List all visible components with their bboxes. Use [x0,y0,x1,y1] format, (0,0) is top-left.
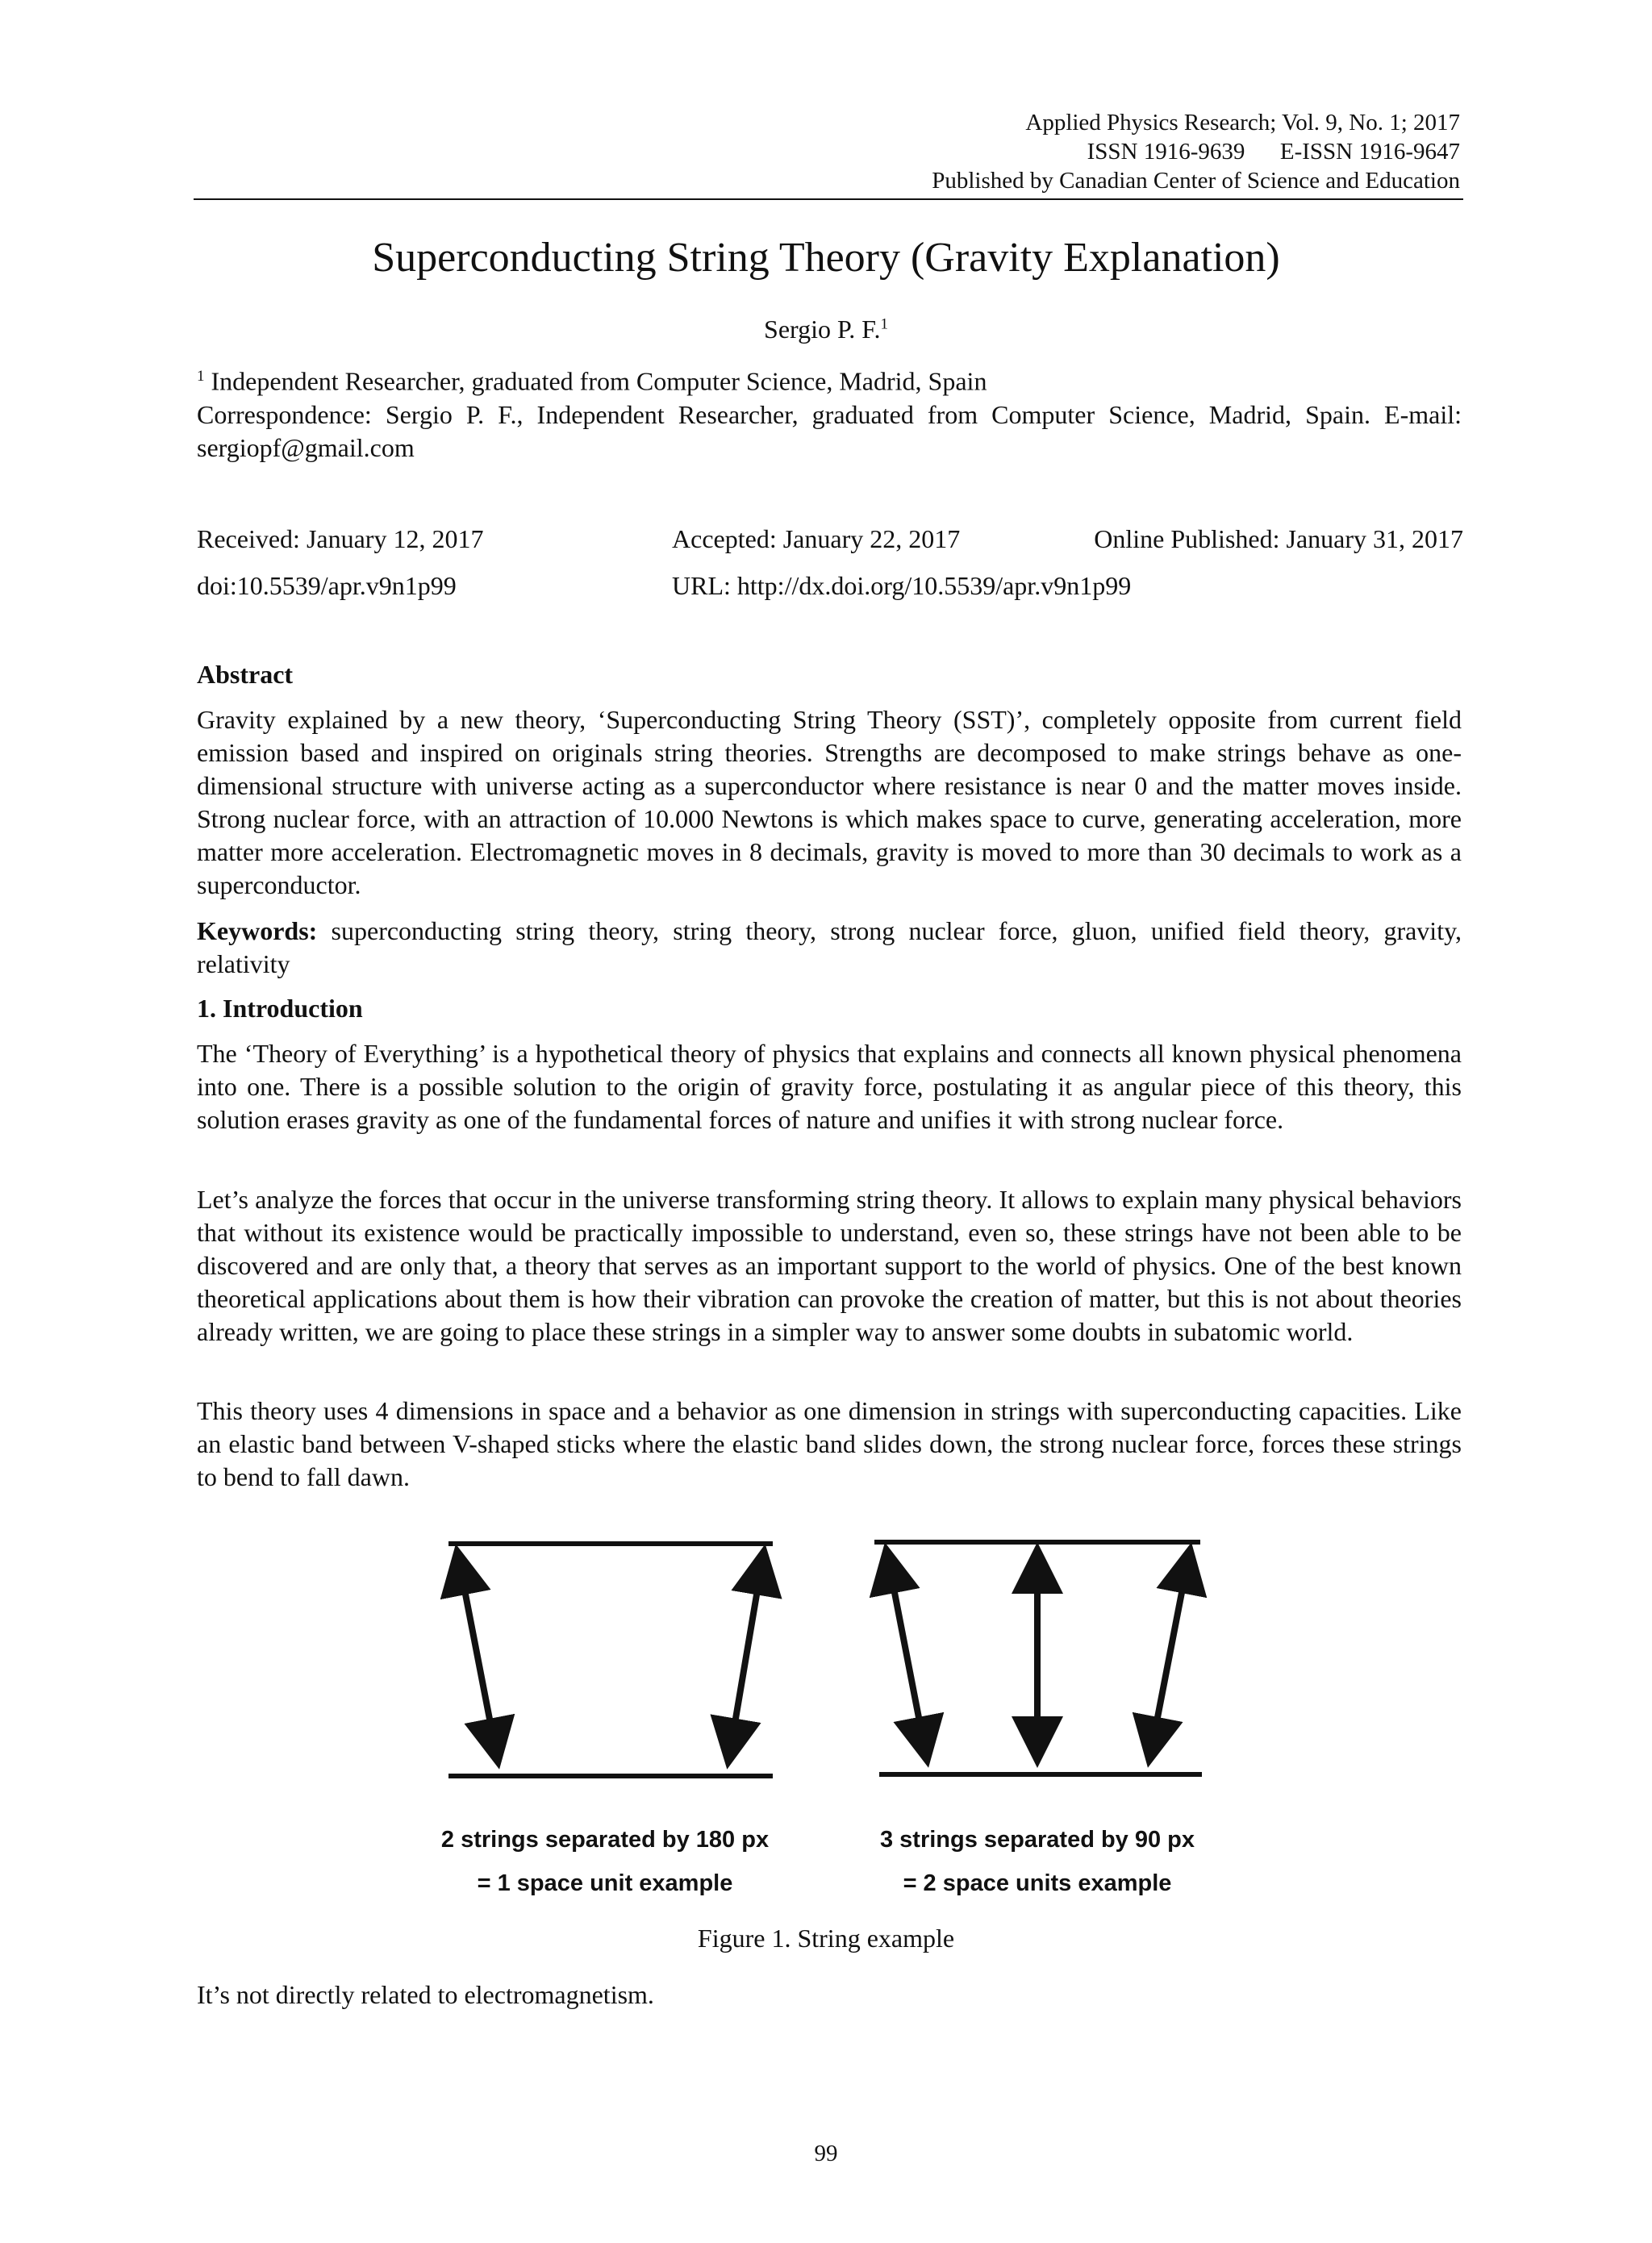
right-caption-line-1: 3 strings separated by 90 px [879,1827,1195,1853]
affiliation-text: Independent Researcher, graduated from Computer Science, Madrid, Spain [211,366,987,396]
section-heading: 1. Introduction [197,994,363,1023]
right-figure-caption [836,1818,1239,1905]
left-caption-line-1: 2 strings separated by 180 px [440,1827,770,1853]
paragraph-1: The ‘Theory of Everything’ is a hypothetical theory of physics that explains and connects all known physical phenomena into one. There is a possible solution to the origin of gravity force, postulating it as angular piece of this theory, this solution erases gravity as one of the fundamental forces of nature and unifies it with strong nuclear force. [197,1039,1462,1134]
diagram-right [874,1542,1202,1774]
issn-line: ISSN 1916-9639 E-ISSN 1916-9647 [1087,139,1460,165]
author-name: Sergio P. F. [764,315,881,344]
journal-header [932,108,1460,195]
author-sup: 1 [880,315,888,333]
received-date: Received: January 12, 2017 [197,524,484,553]
keywords-text: superconducting string theory, string theory, strong nuclear force, gluon, unified field theory, gravity, relativity [197,916,1462,978]
affiliation-sup: 1 [197,368,205,385]
right-caption-line-2: = 2 space units example [903,1870,1172,1896]
keywords-label: Keywords: [197,916,318,945]
left-figure-caption [403,1818,807,1905]
author [0,315,1652,344]
figure-caption: Figure 1. String example [697,1924,955,1953]
header-rule [194,198,1463,200]
abstract-heading: Abstract [197,660,294,689]
paragraph-after-figure: It’s not directly related to electromagnetism. [197,1980,654,2009]
publisher-line: Published by Canadian Center of Science and Education [932,168,1460,194]
page-number: 99 [814,2141,838,2166]
string-diagram [403,1524,1242,1799]
left-string-2 [729,1557,763,1757]
abstract-text: Gravity explained by a new theory, ‘Superconducting String Theory (SST)’, completely opposite from current field emission based and inspired on originals string theories. Strengths are decomposed to make strings behave as one-dimensional structure with universe acting as a superconductor where resistance is near 0 and the matter moves inside. Strong nuclear force, with an attraction of 10.000 Newtons is which makes space to curve, generating acceleration, more matter more acceleration. Electromagnetic moves in 8 decimals, gravity is moved to more than 30 decimals to work as a superconductor. [197,705,1462,899]
paragraph-3: This theory uses 4 dimensions in space and a behavior as one dimension in strings with superconducting capacities. Like an elastic band between V-shaped sticks where the elastic band slides down, the strong nuclear force, forces these strings to bend to fall dawn. [197,1396,1462,1491]
journal-line: Applied Physics Research; Vol. 9, No. 1; 2017 [1025,110,1460,135]
published-date: Online Published: January 31, 2017 [1094,524,1463,553]
paper-title: Superconducting String Theory (Gravity Explanation) [372,235,1280,281]
dates-row [197,524,1463,561]
accepted-date: Accepted: January 22, 2017 [672,524,961,553]
left-caption-line-2: = 1 space unit example [477,1870,733,1896]
figure-string-example [403,1524,1242,1896]
doi: doi:10.5539/apr.v9n1p99 [197,571,457,600]
paragraph-2: Let’s analyze the forces that occur in the universe transforming string theory. It allows to explain many physical behaviors that without its existence would be practically impossible to understand, even so, these strings have not been able to be discovered and are only that, a theory that serves as an important support to the world of physics. One of the best known theoretical applications about them is how their vibration can provoke the creation of matter, but this is not about theories already written, we are going to place these strings in a simpler way to answer some doubts in subatomic world. [197,1185,1462,1346]
doi-row [197,571,1463,608]
affiliation [197,360,1462,398]
right-string-1 [887,1555,926,1755]
left-string-1 [458,1557,497,1757]
right-string-3 [1150,1555,1189,1755]
diagram-left [448,1544,773,1776]
doi-url[interactable]: URL: http://dx.doi.org/10.5539/apr.v9n1p99 [672,571,1132,600]
keywords [197,915,1462,981]
correspondence: Correspondence: Sergio P. F., Independent Researcher, graduated from Computer Science, Madrid, Spain. E-mail: sergiopf@gmail.com [197,400,1462,462]
